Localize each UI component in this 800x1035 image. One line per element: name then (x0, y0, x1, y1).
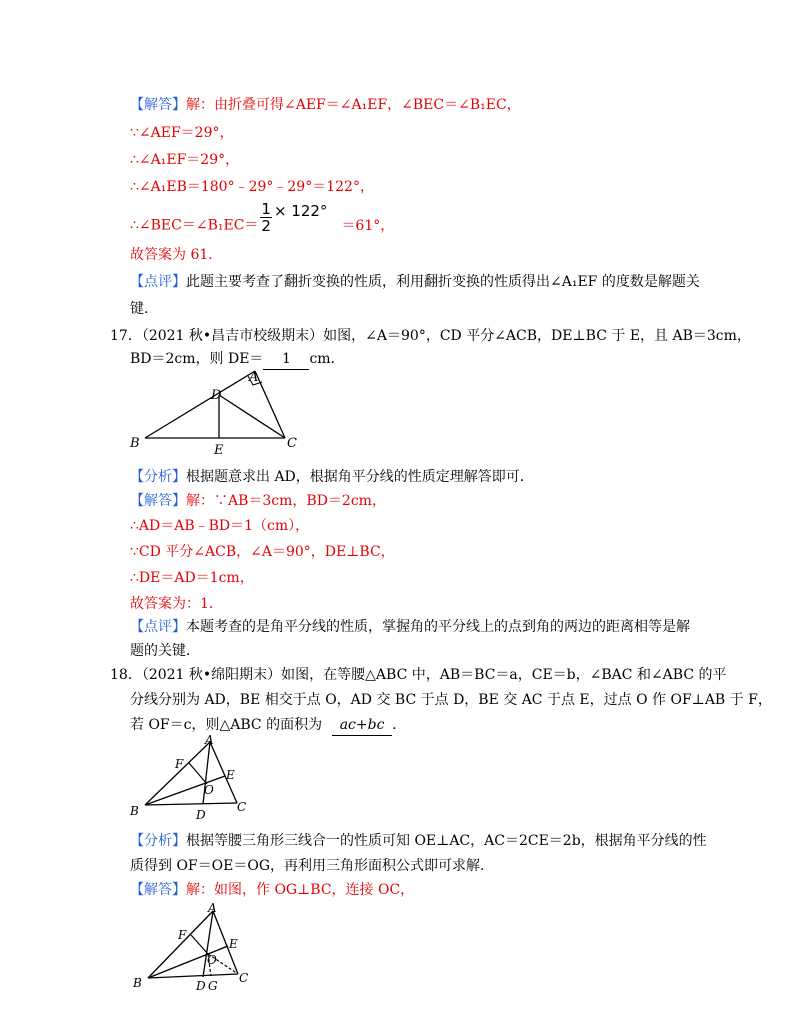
comment-text: 此题主要考查了翻折变换的性质，利用翻折变换的性质得出∠A₁EF 的度数是解题关 (186, 274, 700, 290)
label-e: E (229, 937, 238, 951)
label-a: A (208, 902, 217, 915)
q17-number: 17． (110, 328, 142, 344)
q17-solution-line-4: ∴DE＝AD＝1cm， (130, 570, 254, 586)
comment-tag: 【点评】 (130, 274, 186, 290)
solution-tag: 【解答】 (130, 882, 186, 898)
label-o: O (207, 953, 217, 967)
s16-solution-line-3: ∴∠A₁EF＝29°， (130, 152, 240, 168)
solution-text: 解：∵AB＝3cm，BD＝2cm， (186, 493, 386, 509)
label-o: O (204, 783, 214, 797)
label-b: B (133, 976, 142, 990)
s16-comment-line-1 (130, 272, 700, 294)
q18-line-1 (110, 665, 727, 687)
comment-text: 本题考查的是角平分线的性质，掌握角的平分线上的点到角的两边的距离相等是解 (186, 619, 690, 635)
q17-analysis (130, 467, 534, 489)
q17-text-b-pre: BD＝2cm，则 DE＝ (130, 351, 264, 367)
analysis-tag: 【分析】 (130, 833, 186, 849)
solution-text: 解：如图，作 OG⊥BC，连接 OC， (186, 882, 415, 898)
q18-line-2: 分线分别为 AD，BE 相交于点 O，AD 交 BC 于点 D，BE 交 AC 于点 E，过点 O 作 OF⊥AB 于 F， (130, 692, 772, 708)
q17-solution-line-2: ∴AD＝AB﹣BD＝1（cm）， (130, 518, 310, 534)
analysis-text: 根据等腰三角形三线合一的性质可知 OE⊥AC，AC＝2CE＝2b，根据角平分线的性 (186, 833, 707, 849)
q18-analysis-line-1 (130, 831, 707, 853)
q18-solution-line-1 (130, 880, 414, 902)
label-b: B (130, 436, 140, 451)
q17-answer-blank: 1 (263, 349, 309, 370)
q18-figure-2 (128, 902, 258, 992)
q18-text-a: （2021 秋•绵阳期末）如图，在等腰△ABC 中，AB＝BC＝a，CE＝b，∠BAC 和∠ABC 的平 (141, 667, 727, 683)
label-a: A (205, 735, 214, 747)
label-f: F (178, 928, 187, 942)
segment-ba (148, 911, 213, 978)
q18-text-c-post: ． (392, 717, 407, 733)
q17-solution-line-3: ∵CD 平分∠ACB，∠A＝90°，DE⊥BC， (130, 544, 395, 560)
q17-text-a: （2021 秋•昌吉市校级期末）如图，∠A＝90°，CD 平分∠ACB，DE⊥BC 于 E，且 AB＝3cm， (141, 328, 751, 344)
label-d: D (196, 979, 206, 992)
q17-line-1 (110, 326, 751, 348)
segment-ad (203, 911, 213, 977)
q17-comment-line-1 (130, 617, 690, 639)
label-d: D (196, 808, 206, 820)
segment-bc (145, 803, 237, 805)
label-c: C (237, 800, 247, 814)
q18-answer-blank: ac+bc (332, 715, 392, 736)
analysis-text: 根据题意求出 AD，根据角平分线的性质定理解答即可． (186, 469, 534, 485)
s16-solution-line-5 (130, 200, 395, 243)
q17-figure (125, 368, 315, 458)
s16-solution-line-1 (130, 95, 521, 117)
label-a: A (249, 370, 259, 385)
segment-ba (145, 742, 210, 805)
fraction-numerator: 1 (261, 200, 271, 218)
analysis-tag: 【分析】 (130, 469, 186, 485)
s16-l5-post: ＝61°， (341, 217, 395, 234)
label-c: C (239, 971, 249, 985)
s16-solution-line-6: 故答案为 61． (130, 247, 223, 263)
label-e: E (214, 443, 224, 458)
solution-tag: 【解答】 (130, 97, 186, 113)
q17-solution-line-5: 故答案为：1． (130, 596, 223, 612)
label-b: B (130, 804, 139, 818)
q18-analysis-line-2: 质得到 OF＝OE＝OG，再利用三角形面积公式即可求解． (130, 858, 494, 874)
fraction-denominator: 2 (261, 217, 271, 235)
s16-comment-line-2: 键． (130, 301, 158, 317)
fraction-one-half (260, 201, 272, 234)
segment-of (189, 763, 207, 784)
q18-number: 18． (110, 667, 142, 683)
q18-line-3 (130, 715, 406, 737)
times-122: × 122° (273, 201, 328, 220)
solution-text: 解：由折叠可得∠AEF＝∠A₁EF，∠BEC＝∠B₁EC， (186, 97, 521, 113)
segment-of (191, 935, 208, 954)
s16-solution-line-2: ∵∠AEF＝29°， (130, 125, 234, 141)
s16-l5-pre: ∴∠BEC＝∠B₁EC＝ (130, 217, 259, 234)
segment-ba (145, 371, 255, 438)
segment-bc (148, 974, 238, 978)
label-d: D (211, 388, 222, 403)
solution-tag: 【解答】 (130, 493, 186, 509)
s16-solution-line-4: ∴∠A₁EB＝180°﹣29°﹣29°＝122°， (130, 179, 374, 195)
q18-text-c-pre: 若 OF＝c，则△ABC 的面积为 (130, 717, 323, 733)
label-e: E (226, 768, 235, 782)
q18-figure-1 (125, 735, 255, 820)
label-c: C (287, 436, 297, 451)
label-g: G (208, 979, 218, 992)
q17-solution-line-1 (130, 491, 386, 513)
q17-text-b-post: cm． (309, 351, 345, 367)
q17-comment-line-2: 题的关键． (130, 643, 200, 659)
comment-tag: 【点评】 (130, 619, 186, 635)
label-f: F (175, 757, 184, 771)
